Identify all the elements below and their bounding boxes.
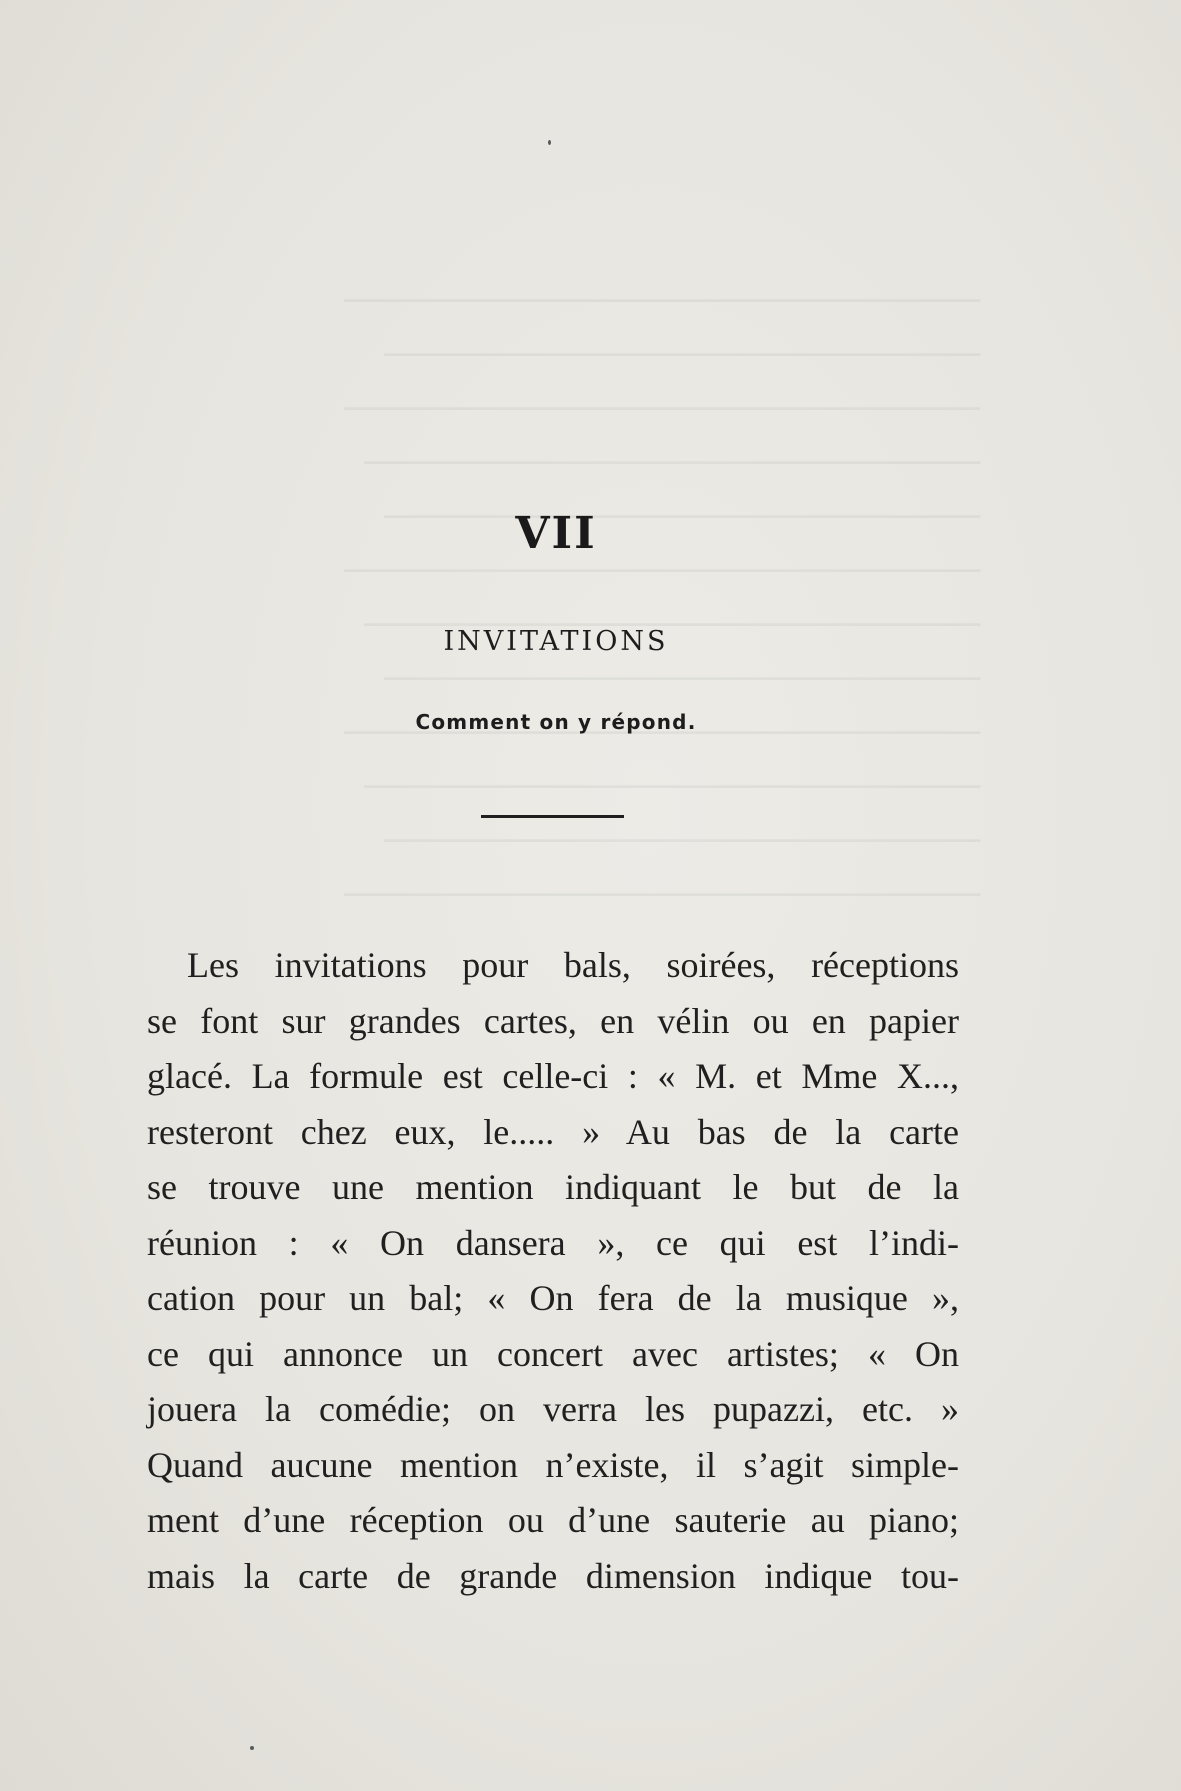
body-paragraph	[147, 938, 959, 1604]
text-line: Quand aucune mention n’existe, il s’agit simple-	[147, 1444, 959, 1485]
text-line: ment d’une réception ou d’une sauterie au piano;	[147, 1500, 959, 1540]
paper-speck	[250, 1746, 254, 1750]
text-line: réunion : « On dansera », ce qui est l’indi-	[147, 1222, 959, 1263]
text-line: ce qui annonce un concert avec artistes; « On	[147, 1333, 959, 1374]
show-through-text	[150, 220, 980, 940]
chapter-title: INVITATIONS	[443, 626, 669, 657]
text-line: cation pour un bal; « On fera de la musique »,	[147, 1278, 959, 1318]
text-line: resteront chez eux, le..... » Au bas de la carte	[147, 1111, 959, 1152]
text-line: se trouve une mention indiquant le but de la	[147, 1167, 959, 1207]
text-line: glacé. La formule est celle-ci : « M. et Mme X...,	[147, 1056, 959, 1096]
chapter-subtitle: Comment on y répond.	[415, 710, 697, 734]
text-line: se font sur grandes cartes, en vélin ou en papier	[147, 1000, 959, 1041]
text-line: Les invitations pour bals, soirées, réceptions	[187, 945, 959, 985]
chapter-number: VII	[515, 508, 597, 559]
paper-speck	[548, 140, 551, 145]
text-line: mais la carte de grande dimension indique tou-	[147, 1555, 959, 1596]
section-rule	[481, 815, 624, 818]
text-line: jouera la comédie; on verra les pupazzi, etc. »	[147, 1389, 959, 1429]
